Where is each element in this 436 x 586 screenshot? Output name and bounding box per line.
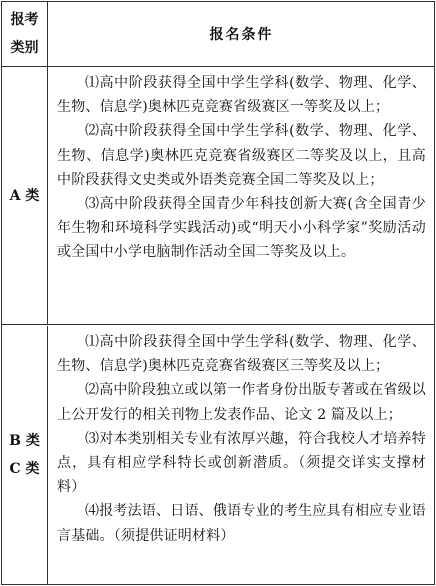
category-header-line2: 类别 bbox=[10, 40, 39, 56]
table-row-category-bc bbox=[2, 326, 434, 584]
admission-requirements-table bbox=[1, 1, 435, 585]
condition-item: ⑵高中阶段独立或以第一作者身份出版专著或在省级以上公开发行的相关刊物上发表作品、论文 2 篇及以上； bbox=[57, 382, 426, 423]
condition-item: ⑴高中阶段获得全国中学生学科(数学、物理、化学、生物、信息学)奥林匹克竞赛省级赛区三等奖及以上； bbox=[57, 334, 426, 375]
condition-item: ⑵高中阶段获得全国中学生学科(数学、物理、化学、生物、信息学)奥林匹克竞赛省级赛区二等奖及以上，且高中阶段获得文史类或外语类竞赛全国二等奖及以上； bbox=[57, 123, 426, 188]
category-a-conditions bbox=[49, 67, 434, 324]
category-header-line1: 报考 bbox=[10, 12, 39, 28]
conditions-header-cell bbox=[49, 2, 434, 66]
condition-item: ⑶高中阶段获得全国青少年科技创新大赛(含全国青少年生物和环境科学实践活动)或“明天小小科学家”奖励活动或全国中小学电脑制作活动全国二等奖及以上。 bbox=[57, 196, 426, 261]
table-header-row bbox=[2, 2, 434, 67]
condition-item: ⑴高中阶段获得全国中学生学科(数学、物理、化学、生物、信息学)奥林匹克竞赛省级赛区一等奖及以上； bbox=[57, 75, 426, 116]
condition-item: ⑷报考法语、日语、俄语专业的考生应具有相应专业语言基础。（须提供证明材料） bbox=[57, 503, 426, 544]
conditions-header-label: 报名条件 bbox=[209, 27, 274, 43]
category-bc-conditions bbox=[49, 326, 434, 584]
category-bc-cell bbox=[2, 326, 48, 584]
category-header-cell bbox=[2, 2, 48, 66]
condition-item: ⑶对本类别相关专业有浓厚兴趣，符合我校人才培养特点，具有相应学科特长或创新潜质。（须提交详实支撑材料） bbox=[57, 430, 426, 496]
category-c-label: C 类 bbox=[9, 461, 40, 477]
category-b-label: B 类 bbox=[9, 433, 40, 449]
category-a-label: A 类 bbox=[9, 187, 40, 204]
category-a-cell bbox=[2, 67, 48, 324]
table-row-category-a bbox=[2, 67, 434, 325]
